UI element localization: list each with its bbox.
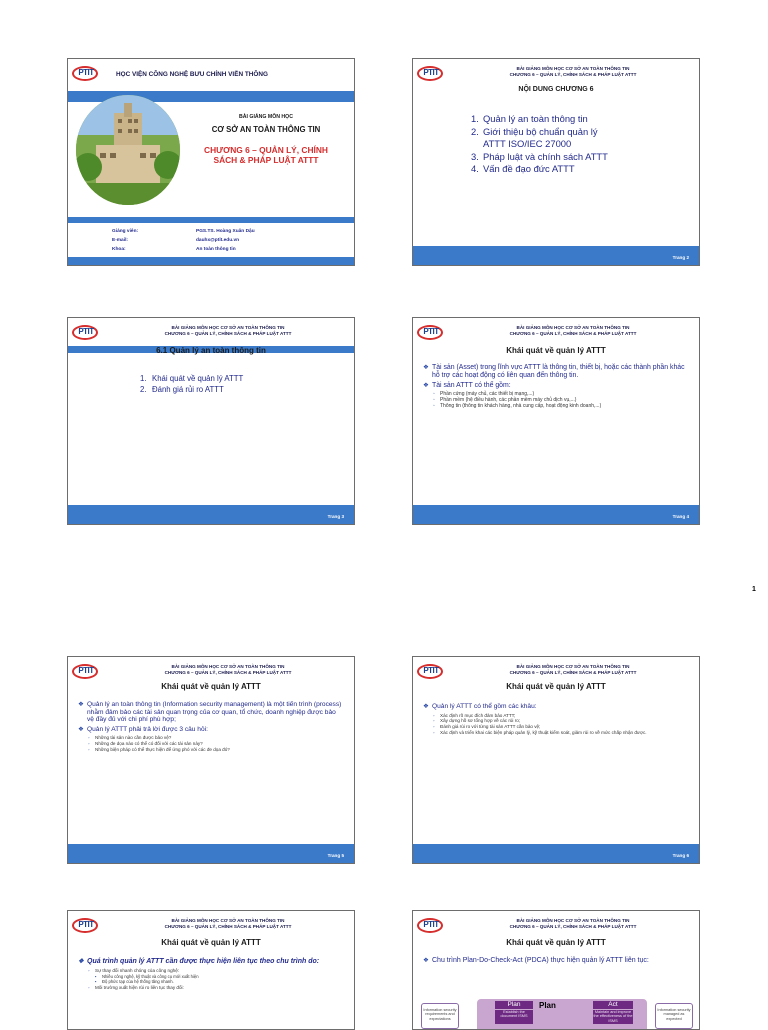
ptit-logo: PTIT xyxy=(417,661,445,681)
course-name: CƠ SỞ AN TOÀN THÔNG TIN xyxy=(211,125,321,134)
slide-3 xyxy=(67,317,355,525)
slide-title: Khái quát về quản lý ATTT xyxy=(506,346,606,355)
document-page-number: 1 xyxy=(752,586,756,593)
course-small: BÀI GIẢNG MÔN HỌC xyxy=(239,114,293,120)
institute-name: HỌC VIỆN CÔNG NGHỆ BƯU CHÍNH VIỄN THÔNG xyxy=(116,71,268,78)
ptit-logo: PTIT xyxy=(417,915,445,935)
pdca-act-label: Act xyxy=(593,1001,633,1009)
slide-title: 6.1 Quản lý an toàn thông tin xyxy=(156,346,266,355)
slide-2 xyxy=(412,58,700,266)
pdca-plan-box: Establish the document ISMS xyxy=(495,1010,533,1024)
ptit-logo: PTIT xyxy=(72,915,100,935)
page-label: Trang 5 xyxy=(327,853,344,858)
slide-body: ❖ Chu trình Plan-Do-Check-Act (PDCA) thực hiện quản lý ATTT liên tục: xyxy=(423,957,649,964)
page-label: Trang 2 xyxy=(672,255,689,260)
chapter-title: CHƯƠNG 6 – QUẢN LÝ, CHÍNH SÁCH & PHÁP LUẬT ATTT xyxy=(204,145,328,165)
page-label: Trang 3 xyxy=(327,514,344,519)
slide-header: PTIT BÀI GIẢNG MÔN HỌC CƠ SỞ AN TOÀN THÔNG TIN CHƯƠNG 6 – QUẢN LÝ, CHÍNH SÁCH & PHÁP LUẬT ATTT xyxy=(68,911,354,939)
slide-4 xyxy=(412,317,700,525)
page-label: Trang 6 xyxy=(672,853,689,858)
pdca-plan-bold: Plan xyxy=(539,1001,556,1010)
slide-header: PTIT BÀI GIẢNG MÔN HỌC CƠ SỞ AN TOÀN THÔNG TIN CHƯƠNG 6 – QUẢN LÝ, CHÍNH SÁCH & PHÁP LUẬT ATTT xyxy=(413,318,699,346)
slide-header: PTIT BÀI GIẢNG MÔN HỌC CƠ SỞ AN TOÀN THÔNG TIN CHƯƠNG 6 – QUẢN LÝ, CHÍNH SÁCH & PHÁP LUẬT ATTT xyxy=(68,318,354,346)
slide-title: Khái quát về quản lý ATTT xyxy=(161,938,261,947)
page-label: Trang 4 xyxy=(672,514,689,519)
slide-5 xyxy=(67,656,355,864)
pdca-output-box: Information security managed as expected xyxy=(655,1003,693,1029)
ptit-logo: PTIT xyxy=(72,63,100,83)
slide-header: PTIT BÀI GIẢNG MÔN HỌC CƠ SỞ AN TOÀN THÔNG TIN CHƯƠNG 6 – QUẢN LÝ, CHÍNH SÁCH & PHÁP LUẬT ATTT xyxy=(68,657,354,685)
slide-title: Khái quát về quản lý ATTT xyxy=(506,938,606,947)
slide-6 xyxy=(412,656,700,864)
toc-list: 1. Quản lý an toàn thông tin 2. Giới thiệu bộ chuẩn quản lý ATTT ISO/IEC 27000 3. Pháp luật và chính sách ATTT 4. Vấn đề đạo đức ATTT xyxy=(471,113,608,175)
ptit-logo: PTIT xyxy=(417,322,445,342)
slide-body: ❖ Tài sản (Asset) trong lĩnh vực ATTT là thông tin, thiết bị, hoặc các thành phần khác hỗ trợ các hoạt động có liên quan đến thông tin. ❖ Tài sản ATTT có thể gồm: ◦ Phần cứng (máy chủ, các thiết bị mạng,...) ◦ Phần mềm (hệ điều hành, các phần mềm máy chủ dịch vụ,...) ◦ Thông tin (thông tin khách hàng, nhà cung cấp, hoạt động kinh doanh,...) xyxy=(423,364,685,409)
slide-body: ❖ Quản lý an toàn thông tin (Information security management) là một tiến trình (process) nhằm đảm bảo các tài sản quan trọng của cơ quan, tổ chức, doanh nghiệp được bảo vệ đầy đủ với chi phí phù hợp; ❖ Quản lý ATTT phải trả lời được 3 câu hỏi: ◦ Những tài sản nào cần được bảo vệ? ◦ Những đe dọa nào có thể có đối với các tài sản này? ◦ Những biện pháp có thể thực hiện để ứng phó với các đe dọa đó? xyxy=(78,701,342,752)
slide-title: Khái quát về quản lý ATTT xyxy=(161,682,261,691)
slide-body: ❖ Quá trình quản lý ATTT cần được thực hiện liên tục theo chu trình do: ◦ Sự thay đổi nhanh chóng của công nghệ: ▪ Nhiều công nghệ, kỹ thuật và công cụ mới xuất hiện ▪ Độ phức tạp của hệ thống tăng nhanh. ◦ Môi trường xuất hiện rủi ro liên tục thay đổi: xyxy=(78,958,320,990)
pdca-input-box: Information security requirements and expectations xyxy=(421,1003,459,1029)
slide-8 xyxy=(412,910,700,1030)
slide-title: NỘI DUNG CHƯƠNG 6 xyxy=(518,86,594,93)
pdca-diagram xyxy=(421,999,693,1030)
ptit-logo: PTIT xyxy=(72,661,100,681)
slide-header: PTIT BÀI GIẢNG MÔN HỌC CƠ SỞ AN TOÀN THÔNG TIN CHƯƠNG 6 – QUẢN LÝ, CHÍNH SÁCH & PHÁP LUẬT ATTT xyxy=(413,657,699,685)
slide-header: PTIT BÀI GIẢNG MÔN HỌC CƠ SỞ AN TOÀN THÔNG TIN CHƯƠNG 6 – QUẢN LÝ, CHÍNH SÁCH & PHÁP LUẬT ATTT xyxy=(413,911,699,939)
slide-title: Khái quát về quản lý ATTT xyxy=(506,682,606,691)
pdca-plan-label: Plan xyxy=(495,1001,533,1009)
lecturer-info: Giảng viên: PGS.TS. Hoàng Xuân Dậu E-mail: dauhx@ptit.edu.vn Khoa: An toàn thông tin xyxy=(112,229,255,252)
slide-7 xyxy=(67,910,355,1030)
section-list: 1. Khái quát về quản lý ATTT 2. Đánh giá rủi ro ATTT xyxy=(140,374,244,394)
slide-cover xyxy=(67,58,355,266)
slide-header: PTIT BÀI GIẢNG MÔN HỌC CƠ SỞ AN TOÀN THÔNG TIN CHƯƠNG 6 – QUẢN LÝ, CHÍNH SÁCH & PHÁP LUẬT ATTT xyxy=(413,59,699,87)
ptit-logo: PTIT xyxy=(72,322,100,342)
slide-body: ❖ Quản lý ATTT có thể gồm các khâu: ◦ Xác định rõ mục đích đảm bảo ATTT; ◦ Xây dựng hồ sơ tổng hợp về các rủi ro; ◦ Đánh giá rủi ro với từng tài sản ATTT cần bảo vệ; ◦ Xác định và triển khai các biện pháp quản lý, kỹ thuật kiểm soát, giảm rủi ro về mức chấp nhận được. xyxy=(423,703,647,735)
pdca-act-box: Maintain and improve the effectiveness of the ISMS xyxy=(593,1010,633,1023)
ptit-logo: PTIT xyxy=(417,63,445,83)
campus-photo xyxy=(76,95,180,205)
